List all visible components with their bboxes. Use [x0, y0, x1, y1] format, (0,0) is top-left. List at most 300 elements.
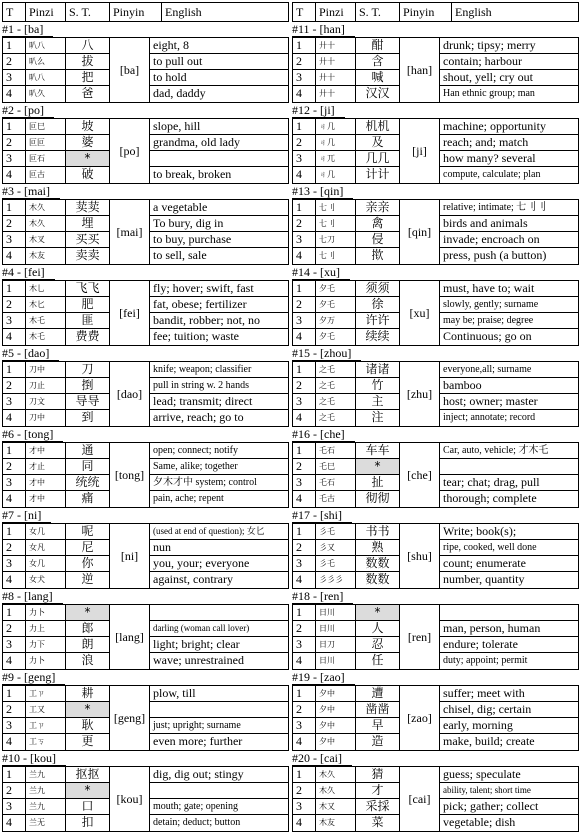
table-row [293, 653, 400, 669]
row-number: 2 [3, 297, 26, 312]
row-number: 2 [293, 540, 316, 555]
group-body [2, 118, 289, 184]
group-title [292, 508, 579, 523]
english-cell: eight, 8 [150, 38, 288, 54]
group [2, 346, 289, 427]
pinzi-cell: ㄐ几 [316, 119, 356, 134]
group-body [2, 766, 289, 832]
group-title [2, 265, 289, 280]
row-number: 3 [3, 475, 26, 490]
row-number: 1 [293, 524, 316, 539]
simplified-traditional-cell: * [66, 605, 110, 620]
group-english-column [150, 362, 288, 426]
english-cell: Same, alike; together [150, 459, 288, 475]
group-title-text: #17 - [shi] [292, 508, 352, 523]
pinzi-cell: 工ㄗ [26, 686, 66, 701]
row-number: 2 [293, 54, 316, 69]
table-row [3, 281, 110, 297]
english-cell: shout, yell; cry out [440, 70, 578, 86]
pinzi-cell: 廾十 [316, 70, 356, 85]
simplified-traditional-cell: 几几 [356, 151, 400, 166]
row-number: 1 [293, 767, 316, 782]
pinyin-cell: [dao] [110, 362, 150, 426]
table-row [293, 394, 400, 410]
row-number: 3 [3, 394, 26, 409]
pinzi-cell: 夕中 [316, 718, 356, 733]
table-row [293, 459, 400, 475]
english-cell: compute, calculate; plan [443, 169, 541, 180]
row-number: 4 [293, 734, 316, 750]
simplified-traditional-cell: 导导 [66, 394, 110, 409]
simplified-traditional-cell: 车车 [356, 443, 400, 458]
english-cell: vegetable; dish [443, 815, 516, 829]
table-row [293, 815, 400, 831]
table-row [3, 135, 110, 151]
row-number: 2 [293, 459, 316, 474]
simplified-traditional-cell: 彻彻 [356, 491, 400, 507]
group-english-column [150, 38, 288, 102]
group [2, 589, 289, 670]
group-title [292, 670, 579, 685]
row-number: 2 [293, 297, 316, 312]
group-english-column [150, 200, 288, 264]
row-number: 4 [3, 329, 26, 345]
pinzi-cell: 七刂 [316, 216, 356, 231]
table-row [293, 621, 400, 637]
simplified-traditional-cell: 机机 [356, 119, 400, 134]
pinzi-cell: 力上 [26, 621, 66, 636]
pinzi-cell: 刀止 [26, 378, 66, 393]
english-cell: endure; tolerate [440, 637, 578, 653]
simplified-traditional-cell: * [356, 605, 400, 620]
pinzi-cell: 兰九 [26, 783, 66, 798]
simplified-traditional-cell: 计计 [356, 167, 400, 183]
english-cell [150, 783, 288, 799]
simplified-traditional-cell: 揿 [356, 248, 400, 264]
table-row [3, 394, 110, 410]
right-column [292, 2, 579, 832]
simplified-traditional-cell: 拔 [66, 54, 110, 69]
english-cell [150, 605, 288, 621]
english-cell: guess; speculate [440, 767, 578, 783]
table-row [293, 734, 400, 750]
row-number: 4 [293, 653, 316, 669]
group-english-column [150, 686, 288, 750]
row-number: 2 [3, 783, 26, 798]
group [2, 22, 289, 103]
english-cell [150, 151, 288, 167]
pinzi-cell: 夕中 [316, 734, 356, 750]
row-number: 2 [293, 621, 316, 636]
simplified-traditional-cell: 禽 [356, 216, 400, 231]
group-title [292, 751, 579, 766]
pinyin-cell: [geng] [110, 686, 150, 750]
pinzi-cell: 七刂 [316, 200, 356, 215]
row-number: 2 [293, 378, 316, 393]
row-number: 2 [3, 540, 26, 555]
group [292, 184, 579, 265]
pinzi-cell: 夕乇 [316, 281, 356, 296]
table-row [3, 70, 110, 86]
pinzi-cell: ㄐ兀 [316, 151, 356, 166]
table-header [292, 2, 579, 22]
table-row [293, 605, 400, 621]
english-cell: detain; deduct; button [153, 817, 241, 828]
simplified-traditional-cell: 造 [356, 734, 400, 750]
pinzi-cell: 力卜 [26, 653, 66, 669]
simplified-traditional-cell: 菜 [356, 815, 400, 831]
table-row [293, 135, 400, 151]
row-number: 4 [293, 491, 316, 507]
row-number: 4 [3, 248, 26, 264]
table-row [3, 540, 110, 556]
english-cell: inject; annotate; record [443, 412, 536, 423]
table-row [293, 410, 400, 426]
group-title-text: #5 - [dao] [2, 346, 59, 361]
row-number: 1 [293, 605, 316, 620]
group-body [292, 118, 579, 184]
group-title-text: #10 - [kou] [2, 751, 66, 766]
group-title-text: #18 - [ren] [292, 589, 353, 604]
english-cell: chisel, dig; certain [440, 702, 578, 718]
group [2, 103, 289, 184]
group-char-columns [293, 38, 400, 102]
simplified-traditional-cell: * [66, 702, 110, 717]
pinzi-cell: 女犬 [26, 572, 66, 588]
english-cell: a vegetable [150, 200, 288, 216]
table-row [3, 783, 110, 799]
table-row [293, 783, 400, 799]
table-row [3, 572, 110, 588]
row-number: 2 [293, 783, 316, 798]
group-title-text: #20 - [cai] [292, 751, 352, 766]
english-cell: must, have to; wait [440, 281, 578, 297]
row-number: 1 [293, 686, 316, 701]
group-english-column [150, 281, 288, 345]
table-row [3, 605, 110, 621]
english-cell: light; bright; clear [150, 637, 288, 653]
table-row [3, 556, 110, 572]
row-number: 3 [293, 475, 316, 490]
row-number: 4 [293, 572, 316, 588]
pinzi-cell: 廾十 [316, 38, 356, 53]
group [2, 427, 289, 508]
english-cell: dig, dig out; stingy [150, 767, 288, 783]
english-cell: plow, till [150, 686, 288, 702]
group-title-text: #1 - [ba] [2, 22, 53, 37]
row-number: 3 [3, 799, 26, 814]
english-cell: you, your; everyone [150, 556, 288, 572]
simplified-traditional-cell: 飞飞 [66, 281, 110, 296]
english-cell: number, quantity [443, 572, 525, 586]
english-cell: duty; appoint; permit [443, 655, 528, 666]
simplified-traditional-cell: 诸诸 [356, 362, 400, 377]
row-number: 3 [293, 232, 316, 247]
table-row [293, 167, 400, 183]
header-pinzi: Pinzi [316, 3, 356, 21]
group-english-column [440, 281, 578, 345]
row-number: 4 [3, 167, 26, 183]
english-cell: Car, auto, vehicle; 才木乇 [440, 443, 578, 459]
group-char-columns [293, 767, 400, 831]
row-number: 3 [3, 556, 26, 571]
english-cell [440, 605, 578, 621]
group [292, 751, 579, 832]
table-row [293, 767, 400, 783]
simplified-traditional-cell: 数数 [356, 572, 400, 588]
simplified-traditional-cell: 刀 [66, 362, 110, 377]
english-cell: darling (woman call lover) [150, 621, 288, 637]
table-row [3, 151, 110, 167]
pinzi-cell: 兰九 [26, 799, 66, 814]
english-cell [150, 702, 288, 718]
table-row [293, 378, 400, 394]
simplified-traditional-cell: 续续 [356, 329, 400, 345]
group-body [292, 523, 579, 589]
english-cell: Write; book(s); [440, 524, 578, 540]
english-cell: to pull out [150, 54, 288, 70]
pinzi-cell: 夕乇 [316, 329, 356, 345]
table-row [3, 38, 110, 54]
table-row [3, 119, 110, 135]
group-body [292, 37, 579, 103]
simplified-traditional-cell: 到 [66, 410, 110, 426]
pinzi-cell: 廾十 [316, 86, 356, 102]
english-cell: dad, daddy [153, 86, 206, 100]
pinzi-cell: 才中 [26, 491, 66, 507]
row-number: 1 [3, 605, 26, 620]
table-row [293, 54, 400, 70]
simplified-traditional-cell: 八 [66, 38, 110, 53]
simplified-traditional-cell: 须须 [356, 281, 400, 296]
table-row [293, 313, 400, 329]
table-row [3, 86, 110, 102]
table-row [3, 313, 110, 329]
english-cell: slope, hill [150, 119, 288, 135]
simplified-traditional-cell: 酣 [356, 38, 400, 53]
english-cell: to sell, sale [153, 248, 207, 262]
table-row [3, 200, 110, 216]
simplified-traditional-cell: 同 [66, 459, 110, 474]
group-title [292, 22, 579, 37]
simplified-traditional-cell: 浪 [66, 653, 110, 669]
english-cell: to buy, purchase [150, 232, 288, 248]
group-char-columns [3, 524, 110, 588]
table-row [3, 248, 110, 264]
pinzi-cell: 木叉 [26, 232, 66, 247]
english-cell: even more; further [153, 734, 243, 748]
pinzi-cell: 女几 [26, 556, 66, 571]
pinzi-cell: 叭久 [26, 86, 66, 102]
group-english-column [150, 767, 288, 831]
table-row [293, 281, 400, 297]
group-body [2, 685, 289, 751]
row-number: 4 [3, 572, 26, 588]
simplified-traditional-cell: 逆 [66, 572, 110, 588]
table-row [293, 86, 400, 102]
pinyin-cell: [shu] [400, 524, 440, 588]
row-number: 4 [293, 167, 316, 183]
group-char-columns [293, 362, 400, 426]
group-title-text: #14 - [xu] [292, 265, 350, 280]
group-char-columns [3, 686, 110, 750]
row-number: 1 [3, 119, 26, 134]
group-english-column [150, 524, 288, 588]
row-number: 3 [3, 151, 26, 166]
simplified-traditional-cell: 扣 [66, 815, 110, 831]
simplified-traditional-cell: 你 [66, 556, 110, 571]
row-number: 1 [3, 767, 26, 782]
table-row [3, 621, 110, 637]
group-title-text: #12 - [ji] [292, 103, 345, 118]
row-number: 2 [293, 702, 316, 717]
pinzi-cell: 夕中 [316, 702, 356, 717]
simplified-traditional-cell: 更 [66, 734, 110, 750]
row-number: 4 [3, 86, 26, 102]
pinzi-cell: 之乇 [316, 362, 356, 377]
group-title [292, 184, 579, 199]
simplified-traditional-cell: * [356, 459, 400, 474]
table-row [293, 232, 400, 248]
pinzi-cell: 工ㄗ [26, 718, 66, 733]
group-char-columns [3, 38, 110, 102]
pinzi-cell: 叭么 [26, 54, 66, 69]
group [292, 670, 579, 751]
group-english-column [150, 119, 288, 183]
table-row [3, 167, 110, 183]
english-cell: just; upright; surname [150, 718, 288, 734]
english-cell: how many? several [440, 151, 578, 167]
pinzi-cell: 叵石 [26, 151, 66, 166]
pinzi-cell: 才中 [26, 475, 66, 490]
group-body [292, 361, 579, 427]
english-cell: pull in string w. 2 hands [150, 378, 288, 394]
pinzi-cell: 夕万 [316, 313, 356, 328]
table-row [293, 475, 400, 491]
simplified-traditional-cell: 注 [356, 410, 400, 426]
simplified-traditional-cell: * [66, 151, 110, 166]
pinzi-cell: 女凡 [26, 540, 66, 555]
row-number: 3 [293, 799, 316, 814]
header-pinzi: Pinzi [26, 3, 66, 21]
group-char-columns [293, 119, 400, 183]
group-body [2, 442, 289, 508]
row-number: 3 [3, 637, 26, 652]
pinzi-cell: 彡又 [316, 540, 356, 555]
row-number: 4 [3, 653, 26, 669]
english-cell: nun [150, 540, 288, 556]
group-english-column [440, 443, 578, 507]
pinzi-cell: 之乇 [316, 378, 356, 393]
header-st: S. T. [356, 3, 400, 21]
english-cell [440, 459, 578, 475]
group [292, 265, 579, 346]
group [292, 22, 579, 103]
english-cell: man, person, human [440, 621, 578, 637]
table-row [3, 459, 110, 475]
group-title [2, 184, 289, 199]
group-body [2, 523, 289, 589]
pinzi-cell: 七刀 [316, 232, 356, 247]
table-row [293, 637, 400, 653]
pinzi-cell: 木友 [26, 248, 66, 264]
english-cell: To bury, dig in [150, 216, 288, 232]
pinyin-cell: [zao] [400, 686, 440, 750]
pinzi-cell: 乇石 [316, 475, 356, 490]
row-number: 3 [293, 394, 316, 409]
pinzi-cell: 彡乇 [316, 556, 356, 571]
row-number: 3 [3, 313, 26, 328]
simplified-traditional-cell: 口 [66, 799, 110, 814]
simplified-traditional-cell: 竹 [356, 378, 400, 393]
table-row [293, 540, 400, 556]
group-title-text: #3 - [mai] [2, 184, 60, 199]
group-char-columns [3, 362, 110, 426]
row-number: 3 [293, 718, 316, 733]
group [2, 670, 289, 751]
group-title [2, 508, 289, 523]
pinzi-cell: 夕乇 [316, 297, 356, 312]
pinyin-cell: [cai] [400, 767, 440, 831]
group-char-columns [293, 605, 400, 669]
group-title-text: #19 - [zao] [292, 670, 355, 685]
row-number: 1 [3, 38, 26, 53]
table-row [293, 200, 400, 216]
pinzi-cell: 刀中 [26, 362, 66, 377]
simplified-traditional-cell: 买买 [66, 232, 110, 247]
pinzi-cell: ㄐ几 [316, 167, 356, 183]
simplified-traditional-cell: 尼 [66, 540, 110, 555]
group-char-columns [293, 686, 400, 750]
row-number: 2 [3, 378, 26, 393]
pinzi-cell: 力卜 [26, 605, 66, 620]
row-number: 2 [3, 216, 26, 231]
group-english-column [440, 362, 578, 426]
english-cell: 夕木才中 system; control [150, 475, 288, 491]
row-number: 3 [293, 151, 316, 166]
left-column [2, 2, 289, 832]
row-number: 2 [3, 459, 26, 474]
group-title [2, 751, 289, 766]
table-row [293, 443, 400, 459]
pinzi-cell: 之乇 [316, 410, 356, 426]
simplified-traditional-cell: 猜 [356, 767, 400, 782]
english-cell: drunk; tipsy; merry [440, 38, 578, 54]
english-cell: (used at end of question); 女匕 [150, 524, 288, 540]
group-title [292, 103, 579, 118]
english-cell: fly; hover; swift, fast [150, 281, 288, 297]
pinzi-cell: 木匕 [26, 297, 66, 312]
simplified-traditional-cell: 侵 [356, 232, 400, 247]
simplified-traditional-cell: 费费 [66, 329, 110, 345]
pinzi-cell: 木又 [316, 799, 356, 814]
pinzi-cell: 木乇 [26, 329, 66, 345]
group-body [292, 766, 579, 832]
table-row [3, 767, 110, 783]
row-number: 1 [3, 200, 26, 215]
table-row [293, 216, 400, 232]
english-cell: machine; opportunity [440, 119, 578, 135]
pinzi-cell: 刀文 [26, 394, 66, 409]
english-cell: slowly, gently; surname [440, 297, 578, 313]
pinzi-cell: 日川 [316, 653, 356, 669]
group-title [2, 103, 289, 118]
simplified-traditional-cell: 婆 [66, 135, 110, 150]
group-english-column [150, 605, 288, 669]
english-cell: contain; harbour [440, 54, 578, 70]
simplified-traditional-cell: 捯 [66, 378, 110, 393]
simplified-traditional-cell: 主 [356, 394, 400, 409]
